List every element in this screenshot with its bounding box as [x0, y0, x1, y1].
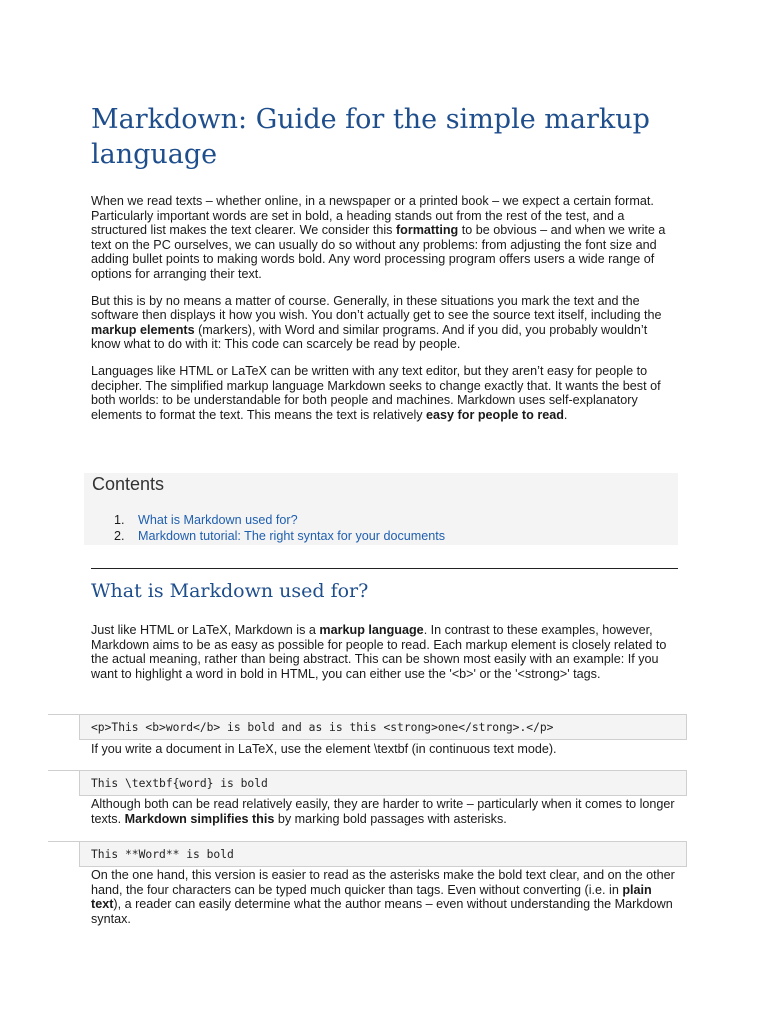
bold-text: Markdown simplifies this: [124, 811, 275, 826]
contents-item-number: 1.: [114, 513, 125, 527]
text-run: .: [563, 407, 568, 422]
code-block-latex: This \textbf{word} is bold: [79, 770, 687, 796]
bold-text: markup language: [319, 623, 424, 637]
code-block-html: <p>This <b>word</b> is bold and as is this <strong>one</strong>.</p>: [79, 714, 687, 740]
bold-text: plain text: [91, 882, 652, 912]
table-of-contents: [84, 473, 678, 545]
text-run: But this is by no means a matter of course. Generally, in these situations you mark the text and the software then displays it how you wish. You don’t actually get to see the source text itself, including the: [91, 293, 662, 323]
text-run: (markers), with Word and similar programs. And if you did, you probably wouldn’t know what to do with it: This code can scarcely be read by people.: [91, 322, 648, 352]
page-title: Markdown: Guide for the simple markup language: [91, 104, 650, 170]
text-run: by marking bold passages with asterisks.: [274, 811, 507, 826]
contents-item[interactable]: [114, 529, 445, 545]
text-run: Languages like HTML or LaTeX can be written with any text editor, but they aren’t easy for people to decipher. The simplified markup language Markdown seeks to change exactly that. It wants the best of both worlds: to be understandable for both people and machines. Markdown uses self-explanatory elements to format the text. This means the text is relatively: [91, 363, 661, 422]
text-run: When we read texts – whether online, in a newspaper or a printed book – we expect a certain format. Particularly important words are set in bold, a heading stands out from the rest of the test, and a structured list makes the text clearer. We consider this: [91, 194, 654, 238]
contents-link[interactable]: What is Markdown used for?: [138, 513, 298, 527]
bold-text: markup elements: [91, 322, 195, 337]
text-run: . In contrast to these examples, however, Markdown aims to be as easy as possible for people to read. Each markup element is closely related to the actual meaning, rather than being abstract. This can be shown most easily with an example: If you want to highlight a word in bold in HTML, you can either use the '<b>' or the '<strong>' tags.: [91, 623, 667, 681]
text-run: to be obvious – and when we write a text on the PC ourselves, we can usually do so without any problems: from adjusting the font size and adding bullet points to making words bold. Any word processing program offers users a wide range of options for arranging their text.: [91, 223, 666, 281]
section-divider: [91, 568, 678, 569]
section-paragraph: [91, 623, 679, 681]
contents-link[interactable]: Markdown tutorial: The right syntax for your documents: [138, 528, 446, 543]
contents-item[interactable]: [114, 513, 445, 529]
bold-text: easy for people to read: [426, 407, 564, 422]
paragraph-after-code-3: [91, 868, 679, 926]
document-body: [91, 102, 691, 434]
text-run: If you write a document in LaTeX, use the element \textbf (in continuous text mode).: [91, 742, 557, 756]
code-block-markdown: This **Word** is bold: [79, 841, 687, 867]
section-heading: What is Markdown used for?: [91, 580, 369, 602]
code-block-edge: [48, 770, 79, 771]
contents-list: [114, 513, 445, 544]
paragraph-after-code-2: [91, 797, 679, 826]
intro-paragraph-2: [91, 294, 679, 352]
code-block-edge: [48, 841, 79, 842]
bold-text: formatting: [395, 223, 459, 238]
intro-paragraph-1: [91, 194, 679, 282]
intro-paragraph-3: [91, 364, 679, 422]
text-run: Although both can be read relatively easily, they are harder to write – particularly when it comes to longer texts.: [91, 797, 675, 826]
paragraph-after-code-1: [91, 742, 679, 757]
code-block-edge: [48, 714, 79, 715]
text-run: On the one hand, this version is easier to read as the asterisks make the bold text clear, and on the other hand, the four characters can be typed much quicker than tags. Even without converting (i.e. in: [91, 868, 675, 897]
text-run: ), a reader can easily determine what the author means – even without understanding the Markdown syntax.: [91, 897, 673, 926]
contents-item-number: 2.: [114, 528, 125, 543]
contents-heading: Contents: [92, 474, 165, 494]
text-run: Just like HTML or LaTeX, Markdown is a: [91, 623, 320, 637]
